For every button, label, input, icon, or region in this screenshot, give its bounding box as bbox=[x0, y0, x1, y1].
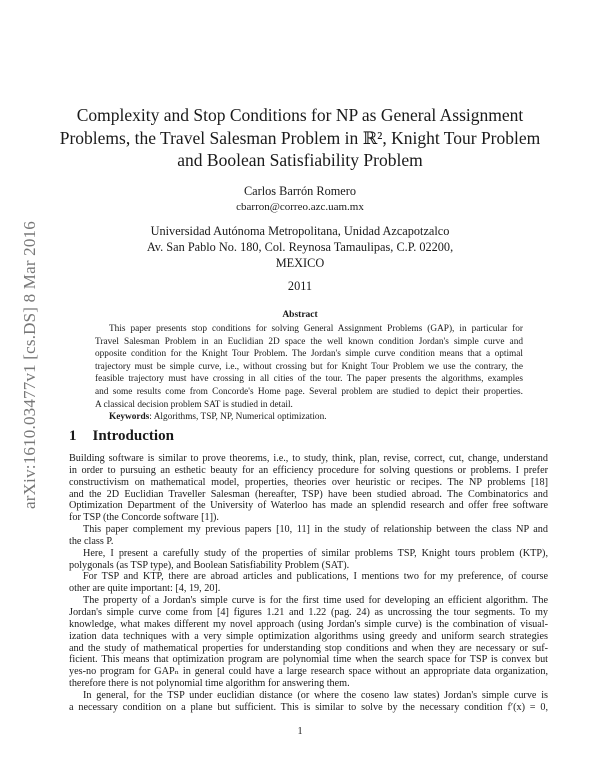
affiliation-line: Av. San Pablo No. 180, Col. Reynosa Tamaulipas, C.P. 02200, bbox=[146, 240, 454, 254]
text-line: The property of a Jordan's simple curve is for the first time used for developing an efficient algorithm. The bbox=[83, 595, 548, 607]
text-line: knowledge, what makes different my novel approach (using Jordan's simple curve) is the combination of visual- bbox=[69, 618, 548, 630]
title-line: and Boolean Satisfiability Problem bbox=[177, 150, 423, 170]
section-heading bbox=[69, 427, 190, 445]
text-line: a necessary condition on a plane but sufficient. This is similar to solve by the necessary condition f′(x) = 0, bbox=[69, 701, 548, 713]
author-email: cbarron@correo.azc.uam.mx bbox=[236, 201, 364, 213]
text-line: other are quite important: [4, 19, 20]. bbox=[69, 583, 221, 595]
paragraph bbox=[69, 595, 548, 690]
text-line: the class P. bbox=[69, 535, 114, 547]
paragraph bbox=[69, 524, 548, 548]
text-line: constructivism on mathematical model, properties, theories over heuristic or recipes. The NP problems [18] bbox=[69, 476, 548, 488]
abstract-line: Travel Salesman Problem in an Euclidian 2D space the well known condition Jordan's simple curve and bbox=[95, 336, 523, 347]
abstract-line: This paper presents stop conditions for solving General Assignment Problems (GAP), in particular for bbox=[109, 324, 523, 334]
text-line: for TSP (the Concorde software [1]). bbox=[69, 512, 219, 524]
text-line: polygonals (as TSP type), and Boolean Satisfiability Problem (SAT). bbox=[69, 559, 350, 571]
text-line: Building software is similar to prove theorems, i.e., to study, think, plan, revise, correct, cut, change, understand bbox=[69, 453, 548, 464]
abstract-line: and some results come from Concorde's Home page. Several problem are studied to depict their properties. bbox=[95, 386, 523, 397]
text-line: yes-no program for GAPₙ in general could have a large research space without an appropriate data organization, bbox=[69, 666, 548, 678]
text-line: This paper complement my previous papers [10, 11] in the study of relationship between the class NP and bbox=[83, 524, 548, 536]
abstract-line: trajectory must be simple curve, i.e., without crossing but for Knight Tour Problem we use the contrary, the bbox=[95, 361, 523, 372]
text-line: Here, I present a carefully study of the properties of similar problems TSP, Knight tours problem (KTP), bbox=[83, 547, 548, 559]
author-name: Carlos Barrón Romero bbox=[243, 184, 357, 198]
text-line: In general, for the TSP under euclidian distance (or where the coseno law states) Jordan's simple curve is bbox=[83, 689, 548, 701]
abstract-line: A classical decision problem SAT is studied in detail. bbox=[95, 399, 293, 410]
section-number: 1 bbox=[69, 428, 77, 444]
text-line: ficient. This means that optimization program are polynomial time when the search space for TSP is convex but bbox=[69, 654, 548, 666]
abstract-heading: Abstract bbox=[282, 310, 318, 320]
introduction-body bbox=[69, 453, 548, 714]
page-number: 1 bbox=[297, 726, 303, 737]
text-line: and the study of mathematical properties for understanding stop conditions and when they are necessary or suf- bbox=[69, 642, 548, 654]
paragraph bbox=[69, 690, 548, 714]
keywords-list: : Algorithms, TSP, NP, Numerical optimization. bbox=[149, 412, 327, 423]
text-line: For TSP and KTP, there are abroad articles and publications, I mentions two for my preference, of course bbox=[83, 571, 548, 583]
text-line: Jordan's simple curve come from [4] figures 1.21 and 1.22 (pag. 24) as uncrossing the tour segments. To my bbox=[69, 606, 548, 618]
text-line: Optimization Department of the University of Waterloo has made an splendid research and offer free software bbox=[69, 500, 548, 512]
keywords-label: Keywords bbox=[109, 412, 150, 423]
publication-year: 2011 bbox=[287, 279, 313, 293]
paragraph bbox=[69, 571, 548, 595]
abstract-body bbox=[95, 323, 523, 424]
paragraph bbox=[69, 453, 548, 524]
text-line: therefore there is not polynomial time algorithm for answering them. bbox=[69, 678, 350, 690]
title-line: Problems, the Travel Salesman Problem in ℝ², Knight Tour Problem bbox=[59, 127, 541, 148]
abstract-line: opposite condition for the Knight Tour Problem. The Jordan's simple curve condition means that a optimal bbox=[95, 349, 523, 360]
abstract-line: feasible trajectory must have crossing in all cities of the tour. The paper presents the algorithms, examples bbox=[95, 374, 523, 385]
paragraph bbox=[69, 548, 548, 572]
affiliation-line: Universidad Autónoma Metropolitana, Unidad Azcapotzalco bbox=[150, 224, 450, 238]
paper-title bbox=[0, 104, 600, 172]
affiliation-line: MEXICO bbox=[275, 256, 325, 270]
title-line: Complexity and Stop Conditions for NP as General Assignment bbox=[76, 105, 524, 125]
text-line: in order to pursuing an esthetic beauty for an efficiency procedure for solving questions or problems. I prefer bbox=[69, 464, 548, 476]
text-line: and the 2D Euclidian Traveller Salesman (hereafter, TSP) have been studied abroad. The Combinatorics and bbox=[69, 488, 548, 500]
text-line: ization data techniques with a very simple optimization algorithms using greedy and uniform search strategies bbox=[69, 630, 548, 642]
keywords bbox=[95, 411, 523, 424]
section-title: Introduction bbox=[92, 428, 174, 444]
arxiv-identifier-stamp: arXiv:1610.03477v1 [cs.DS] 8 Mar 2016 bbox=[20, 221, 39, 509]
